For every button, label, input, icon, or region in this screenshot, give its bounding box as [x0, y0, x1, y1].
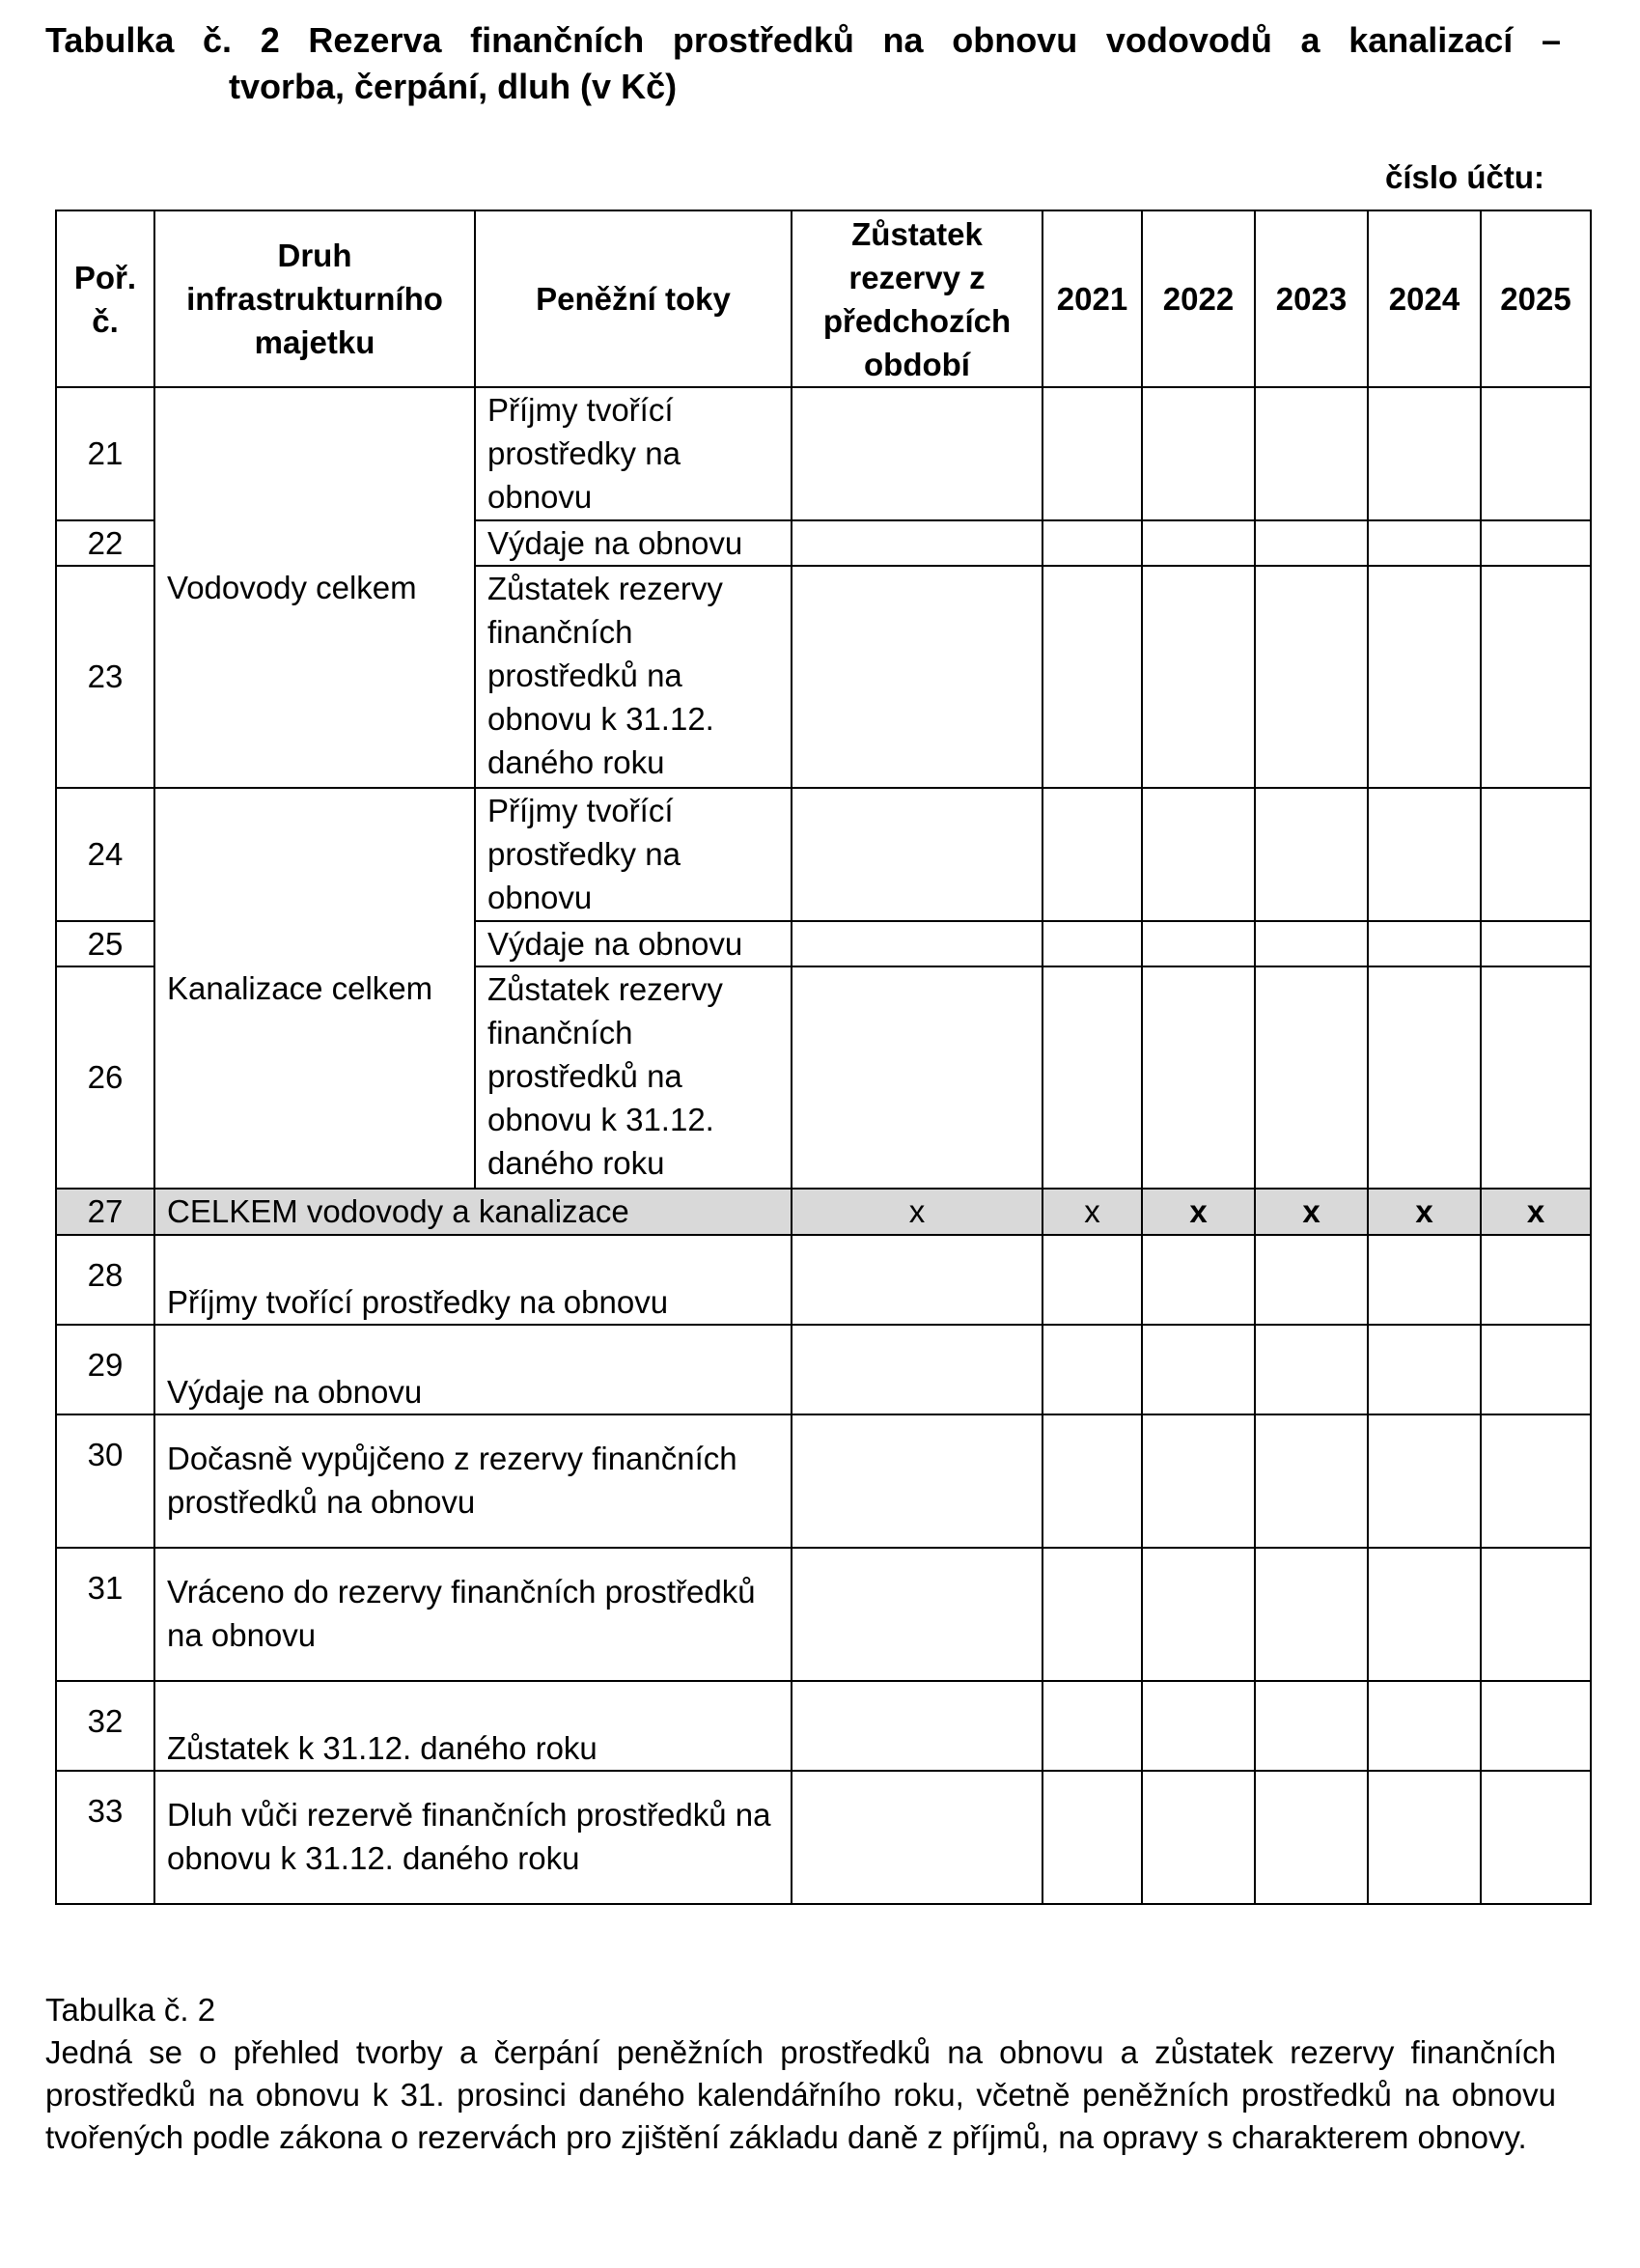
cash-flow: Výdaje na obnovu — [475, 921, 792, 966]
row-number: 33 — [56, 1771, 154, 1904]
header-year: 2024 — [1368, 210, 1481, 387]
value-cell[interactable] — [1142, 520, 1255, 566]
row-number: 28 — [56, 1235, 154, 1325]
value-cell[interactable] — [1142, 921, 1255, 966]
value-cell[interactable] — [1368, 1771, 1481, 1904]
value-cell[interactable] — [1481, 1548, 1591, 1681]
total-row — [56, 1189, 1591, 1235]
value-cell[interactable] — [792, 520, 1042, 566]
value-cell[interactable] — [1142, 1681, 1255, 1771]
value-cell[interactable] — [1142, 788, 1255, 921]
value-cell[interactable] — [1255, 1681, 1368, 1771]
total-label: CELKEM vodovody a kanalizace — [154, 1189, 792, 1235]
header-year: 2023 — [1255, 210, 1368, 387]
value-cell[interactable] — [1042, 566, 1142, 788]
row-number: 25 — [56, 921, 154, 966]
caption-heading: Tabulka č. 2 — [45, 1992, 216, 2028]
value-cell[interactable] — [1368, 520, 1481, 566]
x-mark: x — [1042, 1189, 1142, 1235]
value-cell[interactable] — [1142, 966, 1255, 1189]
header-toky: Peněžní toky — [475, 210, 792, 387]
header-druh: Druh infrastrukturního majetku — [154, 210, 475, 387]
row-description: Výdaje na obnovu — [154, 1325, 792, 1414]
row-description: Dočasně vypůjčeno z rezervy finančních prostředků na obnovu — [154, 1414, 792, 1548]
table-row — [56, 1548, 1591, 1681]
cash-flow: Zůstatek rezervy finančních prostředků na obnovu k 31.12. daného roku — [475, 966, 792, 1189]
value-cell[interactable] — [1368, 788, 1481, 921]
row-description: Příjmy tvořící prostředky na obnovu — [154, 1235, 792, 1325]
value-cell[interactable] — [792, 966, 1042, 1189]
table-row — [56, 1681, 1591, 1771]
value-cell[interactable] — [1042, 1681, 1142, 1771]
cash-flow: Výdaje na obnovu — [475, 520, 792, 566]
value-cell[interactable] — [1255, 1548, 1368, 1681]
cash-flow: Zůstatek rezervy finančních prostředků na obnovu k 31.12. daného roku — [475, 566, 792, 788]
document-title — [45, 17, 1561, 110]
row-number: 22 — [56, 520, 154, 566]
value-cell[interactable] — [1042, 1771, 1142, 1904]
table-row — [56, 1235, 1591, 1325]
value-cell[interactable] — [1481, 921, 1591, 966]
header-year: 2025 — [1481, 210, 1591, 387]
value-cell[interactable] — [1142, 387, 1255, 520]
value-cell[interactable] — [1142, 1548, 1255, 1681]
value-cell[interactable] — [1255, 387, 1368, 520]
value-cell[interactable] — [1042, 1235, 1142, 1325]
x-mark: x — [1368, 1189, 1481, 1235]
value-cell[interactable] — [1042, 387, 1142, 520]
value-cell[interactable] — [1142, 1771, 1255, 1904]
row-number: 32 — [56, 1681, 154, 1771]
value-cell[interactable] — [1255, 1235, 1368, 1325]
title-line-2: tvorba, čerpání, dluh (v Kč) — [229, 67, 678, 106]
value-cell[interactable] — [792, 921, 1042, 966]
value-cell[interactable] — [792, 1325, 1042, 1414]
value-cell[interactable] — [1042, 788, 1142, 921]
value-cell[interactable] — [792, 788, 1042, 921]
value-cell[interactable] — [792, 1681, 1042, 1771]
cash-flow: Příjmy tvořící prostředky na obnovu — [475, 788, 792, 921]
value-cell[interactable] — [792, 1771, 1042, 1904]
value-cell[interactable] — [1481, 520, 1591, 566]
table-caption — [45, 1989, 1556, 2159]
header-por: Poř. č. — [56, 210, 154, 387]
header-row — [56, 210, 1591, 387]
value-cell[interactable] — [1042, 1548, 1142, 1681]
value-cell[interactable] — [1481, 788, 1591, 921]
value-cell[interactable] — [1142, 1414, 1255, 1548]
value-cell[interactable] — [1042, 520, 1142, 566]
row-description: Vráceno do rezervy finančních prostředků na obnovu — [154, 1548, 792, 1681]
table-row — [56, 387, 1591, 520]
value-cell[interactable] — [1042, 1325, 1142, 1414]
value-cell[interactable] — [1481, 566, 1591, 788]
value-cell[interactable] — [1481, 1414, 1591, 1548]
value-cell[interactable] — [1481, 1771, 1591, 1904]
value-cell[interactable] — [1368, 387, 1481, 520]
value-cell[interactable] — [1255, 788, 1368, 921]
row-number: 30 — [56, 1414, 154, 1548]
row-number: 27 — [56, 1189, 154, 1235]
header-year: 2022 — [1142, 210, 1255, 387]
value-cell[interactable] — [1368, 1548, 1481, 1681]
value-cell[interactable] — [1368, 921, 1481, 966]
row-number: 21 — [56, 387, 154, 520]
value-cell[interactable] — [1255, 520, 1368, 566]
x-mark: x — [792, 1189, 1042, 1235]
value-cell[interactable] — [1255, 1414, 1368, 1548]
row-number: 23 — [56, 566, 154, 788]
value-cell[interactable] — [1481, 387, 1591, 520]
caption-text: Jedná se o přehled tvorby a čerpání peněžních prostředků na obnovu a zůstatek rezervy finančních prostředků na obnovu k 31. prosinci daného kalendářního roku, včetně peněžních prostředků na obnovu tvořených podle zákona o rezervách pro zjištění základu daně z příjmů, na opravy s charakterem obnovy. — [45, 2034, 1556, 2155]
table-row — [56, 1325, 1591, 1414]
row-description: Zůstatek k 31.12. daného roku — [154, 1681, 792, 1771]
value-cell[interactable] — [792, 1414, 1042, 1548]
header-year: 2021 — [1042, 210, 1142, 387]
value-cell[interactable] — [1481, 1325, 1591, 1414]
row-description: Dluh vůči rezervě finančních prostředků na obnovu k 31.12. daného roku — [154, 1771, 792, 1904]
value-cell[interactable] — [1142, 1235, 1255, 1325]
value-cell[interactable] — [1481, 1235, 1591, 1325]
row-number: 29 — [56, 1325, 154, 1414]
value-cell[interactable] — [1142, 1325, 1255, 1414]
asset-kind: Kanalizace celkem — [154, 788, 475, 1189]
row-number: 26 — [56, 966, 154, 1189]
header-zustatek: Zůstatek rezervy z předchozích období — [792, 210, 1042, 387]
title-line-1: Tabulka č. 2 Rezerva finančních prostředků na obnovu vodovodů a kanalizací – — [45, 20, 1561, 60]
value-cell[interactable] — [1142, 566, 1255, 788]
value-cell[interactable] — [792, 1548, 1042, 1681]
value-cell[interactable] — [1255, 921, 1368, 966]
value-cell[interactable] — [1255, 1325, 1368, 1414]
x-mark: x — [1255, 1189, 1368, 1235]
cash-flow: Příjmy tvořící prostředky na obnovu — [475, 387, 792, 520]
table-row — [56, 788, 1591, 921]
value-cell[interactable] — [1042, 966, 1142, 1189]
value-cell[interactable] — [1255, 966, 1368, 1189]
value-cell[interactable] — [1042, 1414, 1142, 1548]
value-cell[interactable] — [1368, 566, 1481, 788]
value-cell[interactable] — [792, 387, 1042, 520]
value-cell[interactable] — [1368, 1235, 1481, 1325]
value-cell[interactable] — [1255, 566, 1368, 788]
asset-kind: Vodovody celkem — [154, 387, 475, 788]
value-cell[interactable] — [1368, 1681, 1481, 1771]
x-mark: x — [1142, 1189, 1255, 1235]
value-cell[interactable] — [1042, 921, 1142, 966]
value-cell[interactable] — [1255, 1771, 1368, 1904]
reserve-table — [55, 210, 1592, 1905]
row-number: 24 — [56, 788, 154, 921]
table-row — [56, 1414, 1591, 1548]
value-cell[interactable] — [1368, 966, 1481, 1189]
value-cell[interactable] — [1481, 966, 1591, 1189]
value-cell[interactable] — [792, 566, 1042, 788]
account-number-label: číslo účtu: — [1384, 159, 1544, 195]
value-cell[interactable] — [1368, 1414, 1481, 1548]
table-row — [56, 1771, 1591, 1904]
x-mark: x — [1481, 1189, 1591, 1235]
value-cell[interactable] — [1481, 1681, 1591, 1771]
value-cell[interactable] — [792, 1235, 1042, 1325]
value-cell[interactable] — [1368, 1325, 1481, 1414]
row-number: 31 — [56, 1548, 154, 1681]
